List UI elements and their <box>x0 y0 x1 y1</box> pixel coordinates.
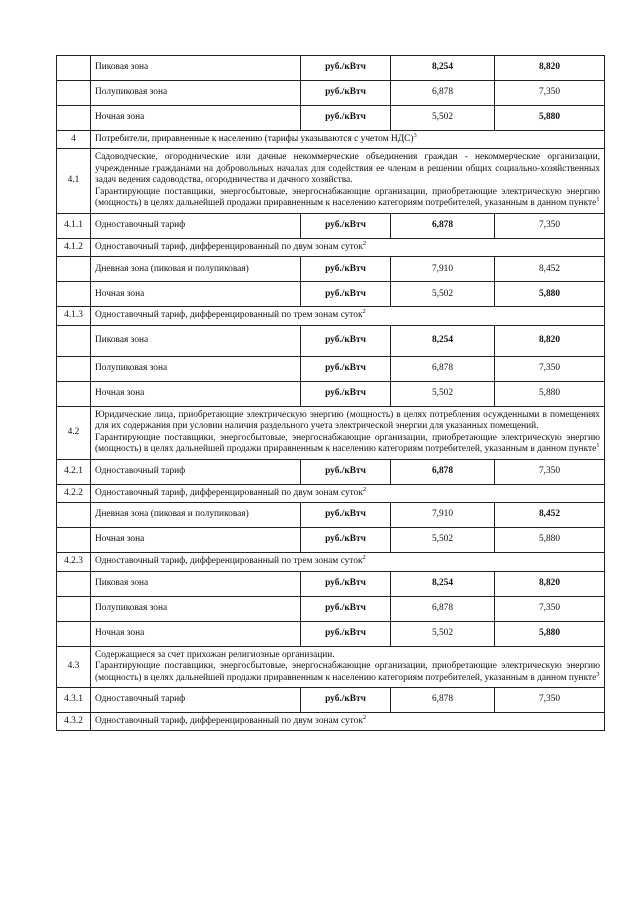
tariff-value-1: 8,254 <box>391 571 495 596</box>
unit-cell: руб./кВтч <box>301 687 391 712</box>
section-text-cell <box>91 131 605 149</box>
tariff-value-2: 5,880 <box>495 282 605 307</box>
section-text-cell <box>91 712 605 730</box>
tariff-value-1: 8,254 <box>391 56 495 81</box>
tariff-value-1: 6,878 <box>391 459 495 484</box>
tariff-value-1: 5,502 <box>391 381 495 406</box>
zone-label: Пиковая зона <box>91 325 301 356</box>
footnote-mark: 2 <box>362 713 367 721</box>
zone-label: Ночная зона <box>91 621 301 646</box>
tariff-label: Одноставочный тариф <box>91 213 301 238</box>
row-number: 4.2 <box>57 406 91 459</box>
tariff-value-2: 7,350 <box>495 687 605 712</box>
row-number-empty <box>57 282 91 307</box>
row-number-empty <box>57 56 91 81</box>
row-number: 4.1.2 <box>57 238 91 256</box>
footnote-mark: 2 <box>362 239 367 247</box>
footnote-mark: 2 <box>362 308 366 316</box>
tariff-value-2: 7,350 <box>495 81 605 106</box>
row-number-empty <box>57 257 91 282</box>
section-text-cell <box>91 484 605 502</box>
tariff-value-1: 5,502 <box>391 106 495 131</box>
tariff-value-1: 5,502 <box>391 282 495 307</box>
tariff-value-2: 7,350 <box>495 213 605 238</box>
tariff-value-1: 6,878 <box>391 687 495 712</box>
section-text-cell <box>91 406 605 459</box>
table-row <box>57 406 605 459</box>
tariff-value-2: 7,350 <box>495 356 605 381</box>
section-text-cell <box>91 553 605 571</box>
row-number: 4.3 <box>57 646 91 687</box>
unit-cell: руб./кВтч <box>301 528 391 553</box>
table-row <box>57 484 605 502</box>
tariff-value-1: 6,878 <box>391 81 495 106</box>
unit-cell: руб./кВтч <box>301 56 391 81</box>
row-number-empty <box>57 503 91 528</box>
table-row <box>57 238 605 256</box>
unit-cell: руб./кВтч <box>301 596 391 621</box>
row-number-empty <box>57 106 91 131</box>
row-number: 4.2.3 <box>57 553 91 571</box>
table-row <box>57 712 605 730</box>
table-row <box>57 81 605 106</box>
tariff-value-2: 5,880 <box>495 528 605 553</box>
footnote-mark: 1 <box>596 442 600 450</box>
row-number-empty <box>57 571 91 596</box>
row-number-empty <box>57 325 91 356</box>
table-row <box>57 646 605 687</box>
row-number-empty <box>57 81 91 106</box>
footnote-mark: 3 <box>413 131 417 139</box>
unit-cell: руб./кВтч <box>301 257 391 282</box>
row-number: 4 <box>57 131 91 149</box>
section-text-cell <box>91 646 605 687</box>
tariff-value-1: 5,502 <box>391 621 495 646</box>
zone-label: Пиковая зона <box>91 56 301 81</box>
zone-label: Дневная зона (пиковая и полупиковая) <box>91 257 301 282</box>
unit-cell: руб./кВтч <box>301 325 391 356</box>
tariff-value-2: 8,820 <box>495 571 605 596</box>
row-number-empty <box>57 596 91 621</box>
section-text: Одноставочный тариф, дифференцированный по трем зонам суток <box>95 556 363 567</box>
unit-cell: руб./кВтч <box>301 503 391 528</box>
table-row <box>57 149 605 213</box>
row-number: 4.1.1 <box>57 213 91 238</box>
zone-label: Полупиковая зона <box>91 596 301 621</box>
table-row <box>57 571 605 596</box>
row-number-empty <box>57 528 91 553</box>
tariff-value-1: 8,254 <box>391 325 495 356</box>
unit-cell: руб./кВтч <box>301 621 391 646</box>
unit-cell: руб./кВтч <box>301 213 391 238</box>
zone-label: Ночная зона <box>91 528 301 553</box>
tariff-value-1: 6,878 <box>391 356 495 381</box>
section-text: Одноставочный тариф, дифференцированный по двум зонам суток <box>95 487 363 498</box>
tariff-value-2: 8,820 <box>495 325 605 356</box>
table-row <box>57 459 605 484</box>
unit-cell: руб./кВтч <box>301 282 391 307</box>
table-row <box>57 56 605 81</box>
footnote-mark: 1 <box>596 196 600 204</box>
zone-label: Полупиковая зона <box>91 81 301 106</box>
tariff-value-2: 7,350 <box>495 596 605 621</box>
footnote-mark: 2 <box>362 485 367 493</box>
unit-cell: руб./кВтч <box>301 81 391 106</box>
table-row <box>57 307 605 325</box>
table-row <box>57 381 605 406</box>
zone-label: Полупиковая зона <box>91 356 301 381</box>
zone-label: Ночная зона <box>91 381 301 406</box>
table-row <box>57 528 605 553</box>
table-row <box>57 106 605 131</box>
footnote-mark: 3 <box>596 670 600 678</box>
table-row <box>57 356 605 381</box>
row-number: 4.3.2 <box>57 712 91 730</box>
section-text: Садоводческие, огороднические или дачные некоммерческие объединения граждан - некоммерческие организации, учрежденные гражданами на добровольных началах для содействия ее членам в решении общих социально-хозяйственных задач ведения садоводства, огородничества и дачного хозяйства. Гарантирующие поставщики, энергосбытовые, энергоснабжающие организации, приобретающие электрическую энергию (мощность) в целях дальнейшей продажи приравненным к населению категориям потребителей, указанным в данном пункте <box>95 152 600 209</box>
tariff-value-1: 5,502 <box>391 528 495 553</box>
table-row <box>57 325 605 356</box>
tariff-value-1: 7,910 <box>391 257 495 282</box>
unit-cell: руб./кВтч <box>301 356 391 381</box>
tariff-value-1: 7,910 <box>391 503 495 528</box>
row-number: 4.1 <box>57 149 91 213</box>
row-number-empty <box>57 381 91 406</box>
row-number: 4.2.2 <box>57 484 91 502</box>
tariff-label: Одноставочный тариф <box>91 459 301 484</box>
footnote-mark: 2 <box>362 553 366 561</box>
tariff-table <box>56 55 605 731</box>
unit-cell: руб./кВтч <box>301 381 391 406</box>
tariff-value-2: 7,350 <box>495 459 605 484</box>
tariff-label: Одноставочный тариф <box>91 687 301 712</box>
section-text-cell <box>91 149 605 213</box>
section-text: Потребители, приравненные к населению (тарифы указываются с учетом НДС) <box>95 134 414 144</box>
row-number-empty <box>57 621 91 646</box>
tariff-value-2: 5,880 <box>495 621 605 646</box>
section-text: Одноставочный тариф, дифференцированный по двум зонам суток <box>95 241 363 252</box>
table-row <box>57 257 605 282</box>
section-text: Содержащиеся за счет прихожан религиозные организации. Гарантирующие поставщики, энергосбытовые, энергоснабжающие организации, приобретающие электрическую энергию (мощность) в целях дальнейшей продажи приравненным к населению категориям потребителей, указанным в данном пункте <box>95 649 600 683</box>
tariff-value-2: 5,880 <box>495 381 605 406</box>
tariff-value-1: 6,878 <box>391 596 495 621</box>
section-text-cell <box>91 307 605 325</box>
section-text-cell <box>91 238 605 256</box>
row-number: 4.3.1 <box>57 687 91 712</box>
section-text: Юридические лица, приобретающие электрическую энергию (мощность) в целях потребления осужденными в помещениях для их содержания при условии наличия раздельного учета электрической энергии для указанных помещений. Гарантирующие поставщики, энергосбытовые, энергоснабжающие организации, приобретающие электрическую энергию (мощность) в целях дальнейшей продажи приравненным к населению категориям потребителей, указанным в данном пункте <box>95 409 600 455</box>
zone-label: Ночная зона <box>91 106 301 131</box>
table-row <box>57 131 605 149</box>
table-row <box>57 553 605 571</box>
section-text: Одноставочный тариф, дифференцированный по трем зонам суток <box>95 310 363 321</box>
zone-label: Пиковая зона <box>91 571 301 596</box>
zone-label: Дневная зона (пиковая и полупиковая) <box>91 503 301 528</box>
zone-label: Ночная зона <box>91 282 301 307</box>
table-row <box>57 282 605 307</box>
section-text: Одноставочный тариф, дифференцированный по двум зонам суток <box>95 715 363 726</box>
tariff-table-body <box>57 56 605 731</box>
table-row <box>57 503 605 528</box>
table-row <box>57 621 605 646</box>
tariff-value-2: 5,880 <box>495 106 605 131</box>
row-number: 4.1.3 <box>57 307 91 325</box>
unit-cell: руб./кВтч <box>301 571 391 596</box>
tariff-value-2: 8,820 <box>495 56 605 81</box>
table-row <box>57 596 605 621</box>
table-row <box>57 213 605 238</box>
tariff-value-2: 8,452 <box>495 257 605 282</box>
row-number: 4.2.1 <box>57 459 91 484</box>
tariff-value-1: 6,878 <box>391 213 495 238</box>
table-row <box>57 687 605 712</box>
tariff-value-2: 8,452 <box>495 503 605 528</box>
unit-cell: руб./кВтч <box>301 106 391 131</box>
unit-cell: руб./кВтч <box>301 459 391 484</box>
row-number-empty <box>57 356 91 381</box>
